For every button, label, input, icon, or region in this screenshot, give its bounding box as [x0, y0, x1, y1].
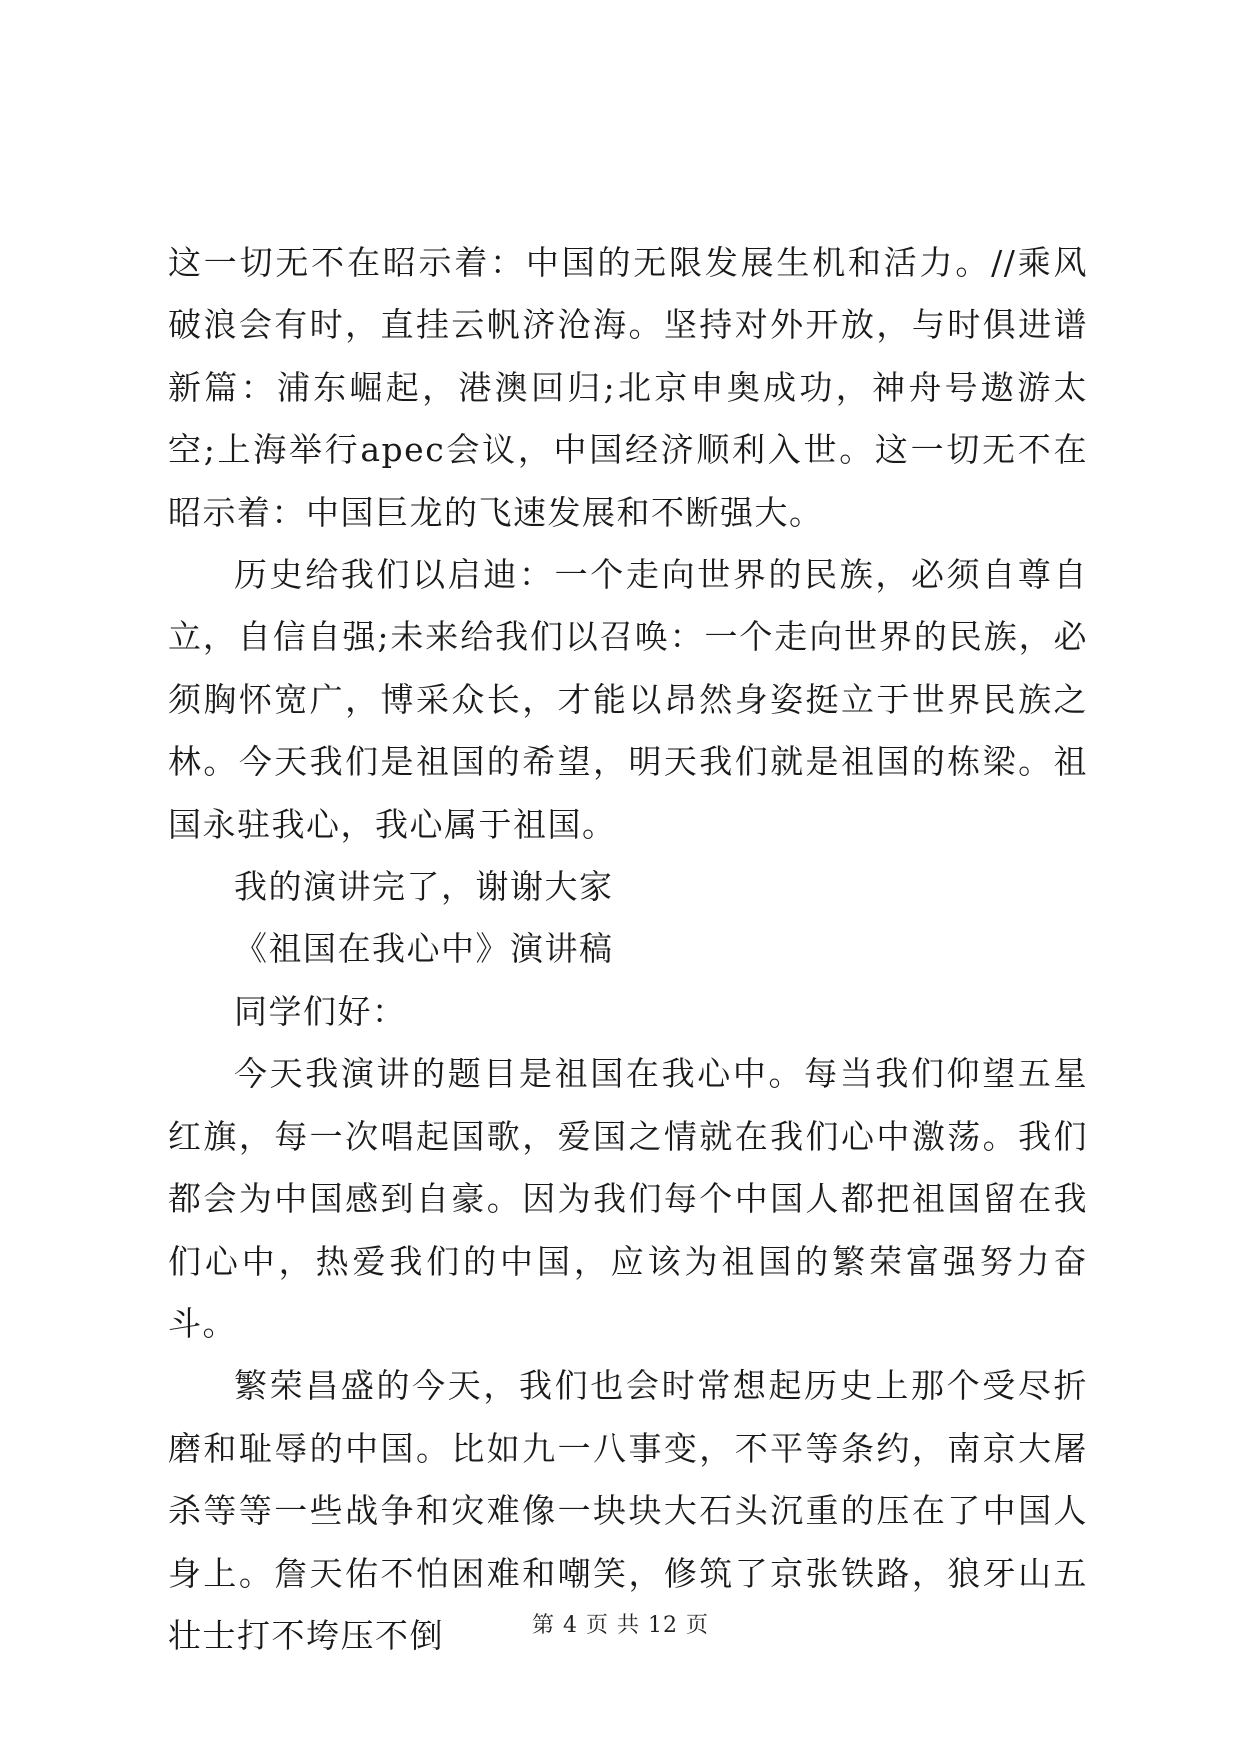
greeting: 同学们好： — [234, 991, 407, 1031]
paragraph: 繁荣昌盛的今天，我们也会时常想起历史上那个受尽折磨和耻辱的中国。比如九一八事变，不平等条约，南京大屠杀等等一些战争和灾难像一块块大石头沉重的压在了中国人身上。詹天佑不怕困难和嘲笑，修筑了京张铁路，狼牙山五壮士打不垮压不倒 — [168, 1366, 1088, 1655]
paragraph: 历史给我们以启迪：一个走向世界的民族，必须自尊自立，自信自强;未来给我们以召唤：一个走向世界的民族，必须胸怀宽广，博采众长，才能以昂然身姿挺立于世界民族之林。今天我们是祖国的希望，明天我们就是祖国的栋梁。祖国永驻我心，我心属于祖国。 — [168, 555, 1088, 844]
paragraph: 我的演讲完了，谢谢大家 — [234, 867, 614, 907]
paragraph: 今天我演讲的题目是祖国在我心中。每当我们仰望五星红旗，每一次唱起国歌，爱国之情就在我们心中激荡。我们都会为中国感到自豪。因为我们每个中国人都把祖国留在我们心中，热爱我们的中国，应该为祖国的繁荣富强努力奋斗。 — [168, 1054, 1088, 1343]
paragraph: 这一切无不在昭示着：中国的无限发展生机和活力。//乘风破浪会有时，直挂云帆济沧海。坚持对外开放，与时俱进谱新篇：浦东崛起，港澳回归;北京申奥成功，神舟号遨游太空;上海举行apec会议，中国经济顺利入世。这一切无不在昭示着：中国巨龙的飞速发展和不断强大。 — [168, 243, 1088, 532]
document-body — [168, 232, 1088, 1667]
speech-title: 《祖国在我心中》演讲稿 — [234, 929, 614, 969]
page-number-footer: 第 4 页 共 12 页 — [532, 1613, 709, 1638]
